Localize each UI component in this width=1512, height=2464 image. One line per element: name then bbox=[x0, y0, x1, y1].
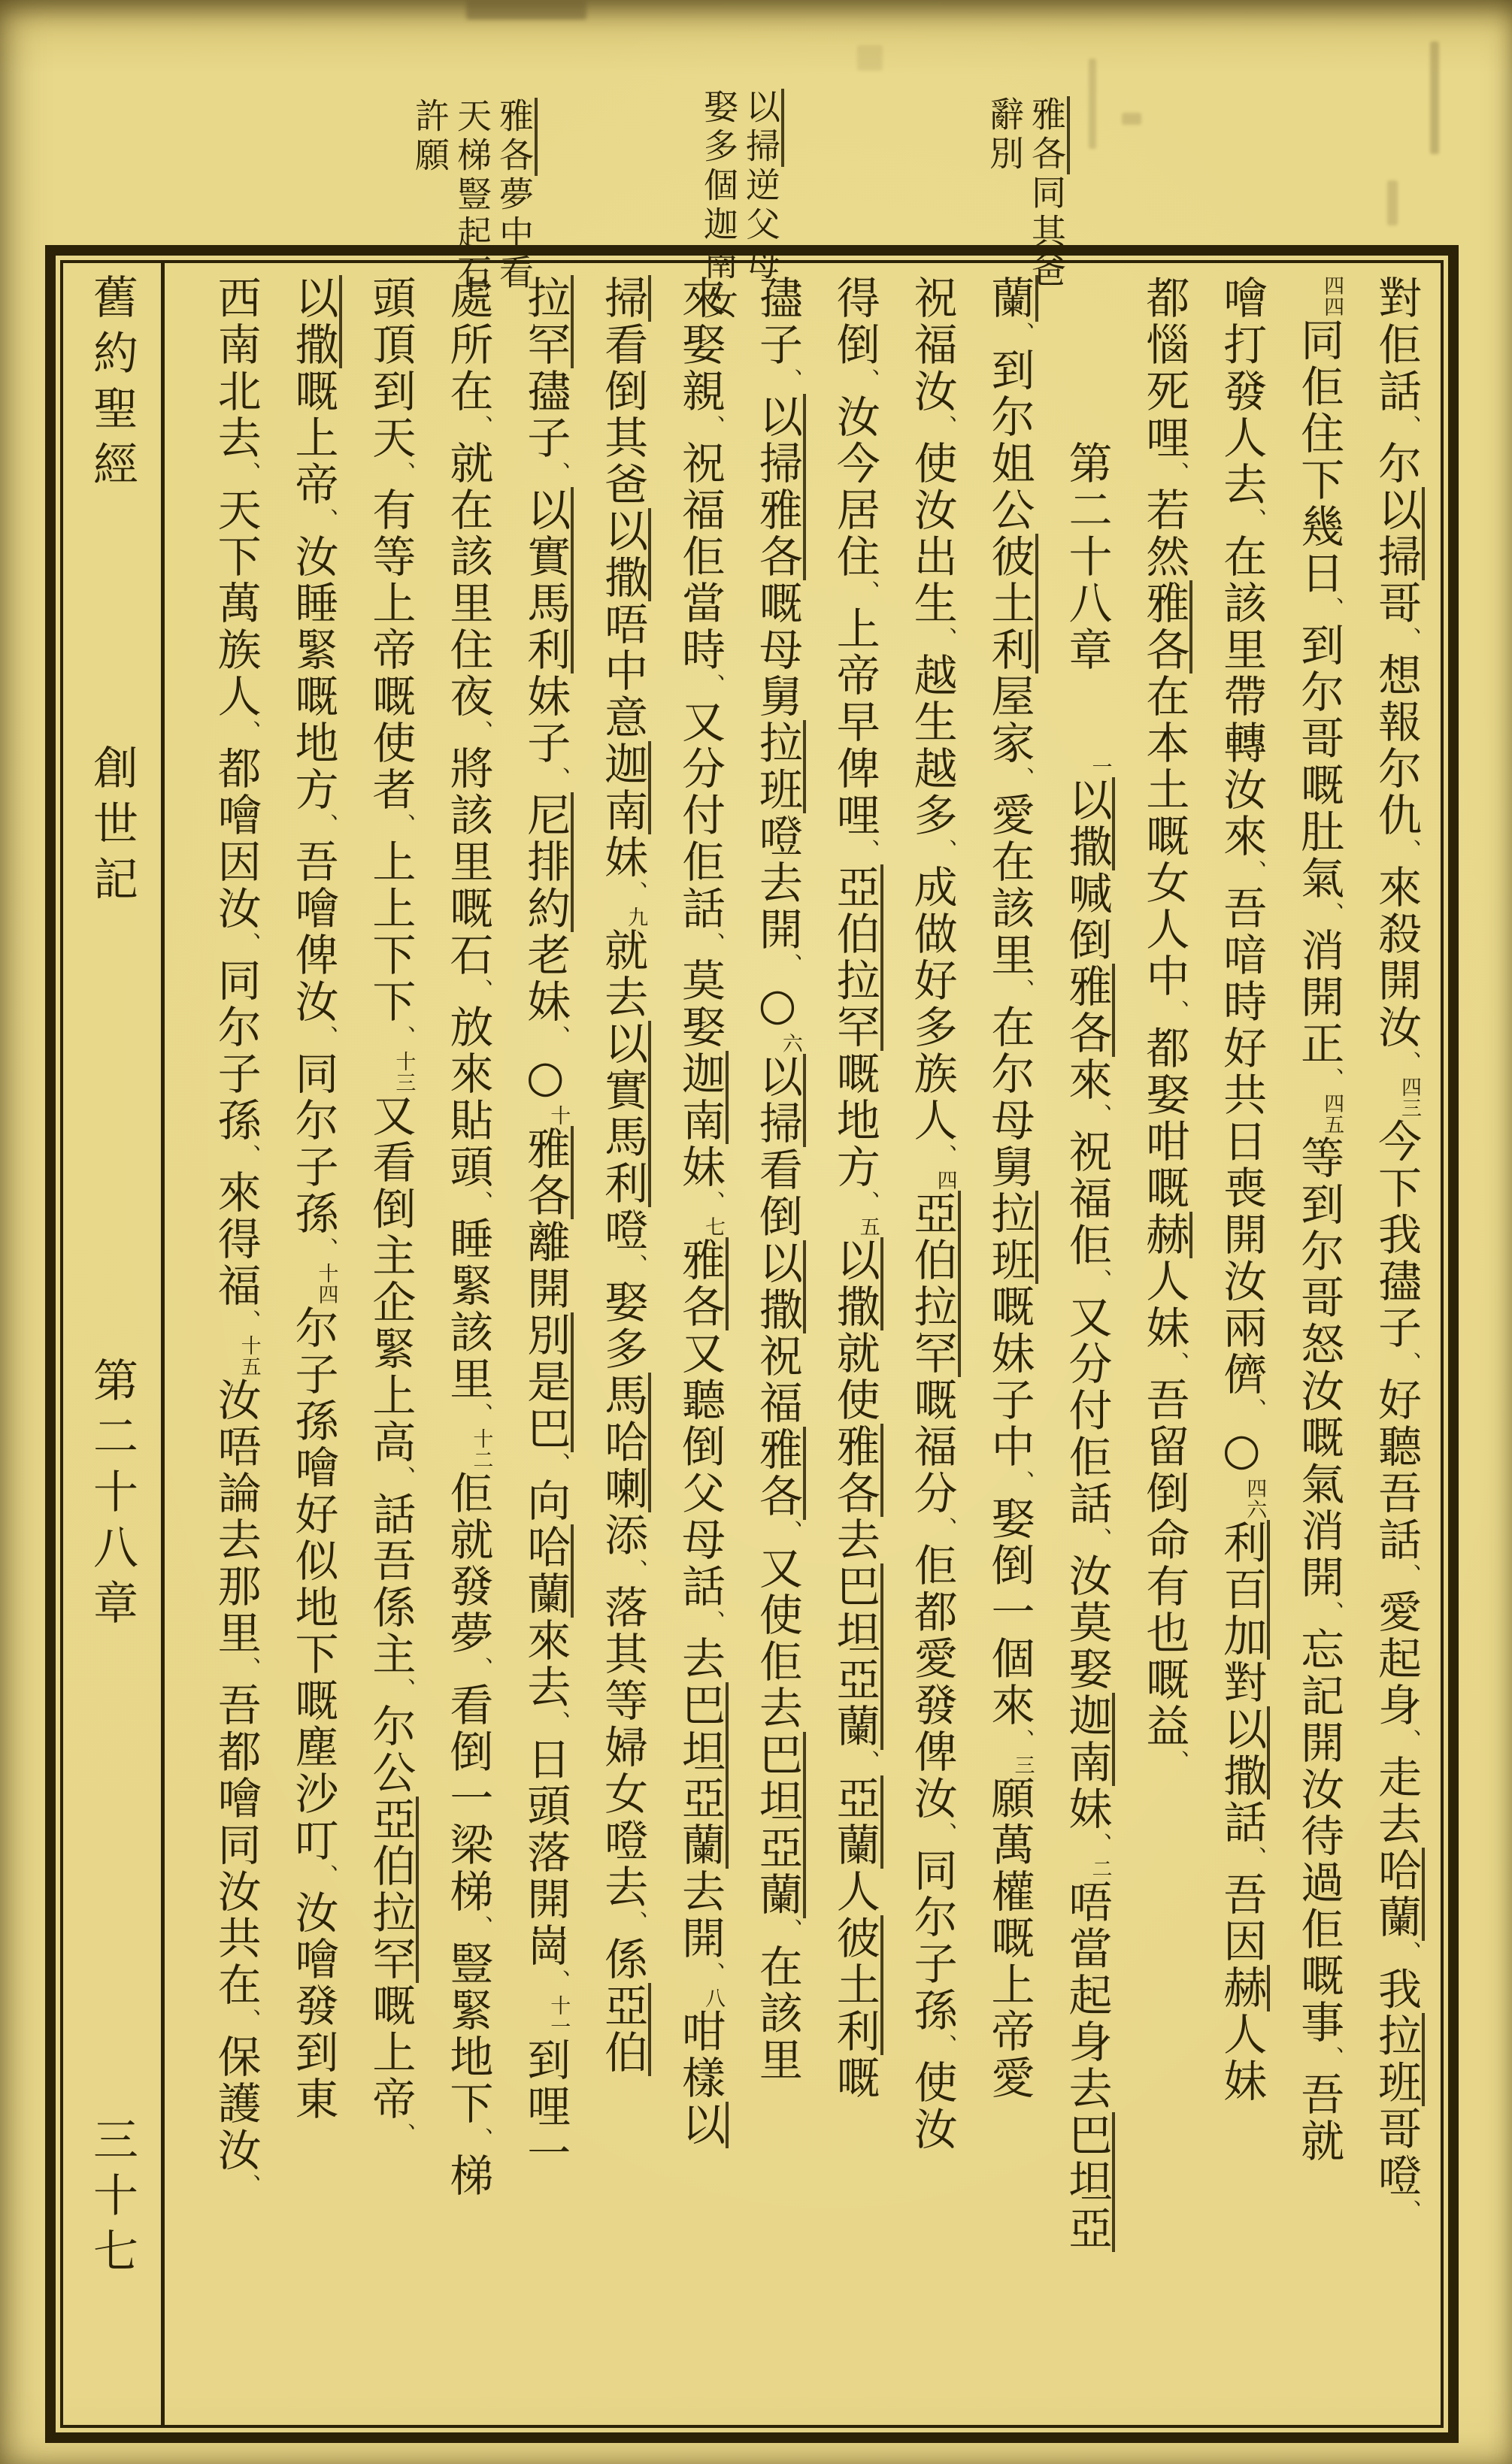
comma-mark: 、 bbox=[1162, 1000, 1189, 1025]
comma-mark: 、 bbox=[466, 1915, 493, 1941]
proper-name: 赫 bbox=[1216, 1965, 1270, 2011]
proper-name: 巴坦亞 bbox=[1061, 2112, 1115, 2252]
proper-name: 赫 bbox=[1138, 1212, 1192, 1258]
comma-mark: 、 bbox=[853, 1750, 880, 1775]
ink-smudge bbox=[466, 0, 586, 20]
comma-mark: 、 bbox=[234, 1309, 261, 1335]
comma-mark: 、 bbox=[234, 462, 261, 487]
text-column-6: 蘭、到尔姐公彼土利屋家、愛在該里、在尔母舅拉班嘅妹子中、娶倒一個來、三願萬權嘅上帝愛 bbox=[971, 275, 1048, 2413]
text-column-12: 拉罕孻子、以實馬利妹子、尼排約老妹、○十雅各離開別是巴、向哈蘭來去、日頭落開崗、十一到哩一 bbox=[506, 275, 583, 2413]
margin-note-column: 雅各夢中看 bbox=[493, 98, 535, 293]
comma-mark: 、 bbox=[1317, 1067, 1344, 1093]
comma-mark: 、 bbox=[544, 767, 571, 792]
comma-mark: 、 bbox=[389, 1025, 416, 1051]
verse-number: 十 bbox=[547, 1105, 571, 1126]
comma-mark: 、 bbox=[930, 2034, 957, 2060]
comma-mark: 、 bbox=[1395, 839, 1421, 864]
proper-name: 以掃 bbox=[741, 89, 784, 167]
bleed-mark bbox=[1089, 59, 1096, 149]
proper-name: 亞伯拉罕 bbox=[829, 864, 883, 1051]
comma-mark: 、 bbox=[930, 415, 957, 440]
comma-mark: 、 bbox=[544, 1025, 571, 1051]
margin-note-column: 娶多個迦南女 bbox=[698, 89, 739, 323]
verse-number: 三 bbox=[1011, 1754, 1035, 1775]
comma-mark: 、 bbox=[1317, 597, 1344, 622]
proper-name: 蘭 bbox=[984, 275, 1038, 322]
text-body bbox=[168, 275, 1435, 2413]
page-frame-inner-rule bbox=[60, 260, 1444, 2428]
proper-name: 以掃雅各 bbox=[752, 394, 806, 580]
comma-mark: 、 bbox=[1395, 1941, 1421, 1966]
proper-name: 以掃 bbox=[1371, 487, 1425, 580]
comma-mark: 、 bbox=[466, 2127, 493, 2153]
proper-name: 拉班 bbox=[984, 1191, 1038, 1284]
comma-mark: 、 bbox=[311, 813, 338, 839]
comma-mark: 、 bbox=[1085, 1269, 1112, 1294]
text-column-14: 頭頂到天、有等上帝嘅使者、上上下下、十三又看倒主企緊上高、話吾係主、尔公亞伯拉罕嘅上帝、 bbox=[352, 275, 429, 2413]
bleed-mark bbox=[1387, 180, 1398, 226]
proper-name: 亞伯拉罕 bbox=[365, 1797, 419, 1983]
comma-mark: 、 bbox=[1240, 508, 1267, 534]
margin-note-column: 辭別 bbox=[984, 96, 1025, 174]
section-title: 創世記 bbox=[86, 744, 138, 911]
comma-mark: 、 bbox=[775, 368, 802, 394]
proper-name: 尼排約 bbox=[520, 792, 574, 932]
comma-mark: 、 bbox=[698, 932, 725, 958]
proper-name: 雅各 bbox=[674, 1237, 729, 1330]
comma-mark: 、 bbox=[389, 462, 416, 487]
verse-number: 四六 bbox=[1243, 1478, 1267, 1520]
proper-name: 雅各 bbox=[752, 1427, 806, 1520]
comma-mark: 、 bbox=[698, 1962, 725, 1987]
comma-mark: 、 bbox=[311, 508, 338, 534]
comma-mark: 、 bbox=[1085, 1527, 1112, 1553]
comma-mark: 、 bbox=[1007, 979, 1035, 1004]
verse-number: 十三 bbox=[392, 1051, 416, 1093]
proper-name: 亞伯拉罕 bbox=[907, 1191, 961, 1377]
verse-number: 一 bbox=[1088, 756, 1112, 777]
comma-mark: 、 bbox=[853, 580, 880, 606]
proper-name: 迦南 bbox=[597, 741, 651, 834]
text-column-5: 第二十八章一以撒喊倒雅各來、祝福佢、又分付佢話、汝莫娶迦南妹、二唔當起身去巴坦亞 bbox=[1048, 275, 1126, 2413]
comma-mark: 、 bbox=[466, 1657, 493, 1682]
comma-mark: 、 bbox=[853, 368, 880, 394]
verse-number: 六 bbox=[778, 1033, 802, 1054]
text-column-15: 以撒嘅上帝、汝睡緊嘅地方、吾噲俾汝、同尔子孫、十四尔子孫噲好似地下嘅塵沙叮、汝噲發到東 bbox=[274, 275, 352, 2413]
comma-mark: 、 bbox=[930, 627, 957, 652]
bleed-mark bbox=[1430, 41, 1439, 154]
text-column-11: 掃看倒其爸以撒唔中意迦南妹、九就去以實馬利噔、娶多馬哈喇添、落其等婦女噔去、係亞伯 bbox=[583, 275, 661, 2413]
comma-mark: 、 bbox=[544, 1711, 571, 1736]
margin-note-column: 以掃逆父母 bbox=[740, 89, 782, 323]
proper-name: 雅各 bbox=[829, 1424, 883, 1517]
comma-mark: 、 bbox=[389, 2123, 416, 2148]
verse-number: 七 bbox=[701, 1216, 725, 1237]
comma-mark: 、 bbox=[389, 1678, 416, 1703]
margin-note-column: 許願 bbox=[410, 98, 450, 176]
text-column-3: 噲打發人去、在該里帶轉汝來、吾喑時好共日喪開汝兩儕、○四六利百加對以撒話、吾因赫人妹 bbox=[1202, 275, 1280, 2413]
comma-mark: 、 bbox=[1317, 2046, 1344, 2072]
proper-name: 以撒 bbox=[752, 1240, 806, 1333]
verse-number: 十五 bbox=[237, 1335, 261, 1377]
proper-name: 彼土利 bbox=[829, 1915, 883, 2055]
comma-mark: 、 bbox=[1240, 1846, 1267, 1872]
comma-mark: 、 bbox=[621, 1911, 648, 1936]
comma-mark: 、 bbox=[466, 720, 493, 746]
proper-name: 迦南 bbox=[1061, 1693, 1115, 1786]
verse-number: 四五 bbox=[1320, 1093, 1344, 1135]
comma-mark: 、 bbox=[853, 1191, 880, 1216]
comma-mark: 、 bbox=[698, 1191, 725, 1216]
comma-mark: 、 bbox=[1240, 860, 1267, 885]
comma-mark: 、 bbox=[1085, 1833, 1112, 1858]
proper-name: 哈蘭 bbox=[1371, 1848, 1425, 1941]
verse-number: 二 bbox=[1088, 1858, 1112, 1879]
proper-name: 拉罕 bbox=[520, 275, 574, 368]
comma-mark: 、 bbox=[621, 881, 648, 907]
proper-name: 迦南 bbox=[674, 1051, 729, 1144]
comma-mark: 、 bbox=[1240, 1398, 1267, 1424]
comma-mark: 、 bbox=[466, 979, 493, 1004]
proper-name: 以撒 bbox=[288, 275, 342, 368]
comma-mark: 、 bbox=[311, 1864, 338, 1890]
verse-number: 九 bbox=[624, 907, 648, 928]
comma-mark: 、 bbox=[1395, 1729, 1421, 1754]
comma-mark: 、 bbox=[930, 1517, 957, 1542]
proper-name: 以撒 bbox=[829, 1237, 883, 1330]
proper-name: 雅各 bbox=[1138, 580, 1192, 674]
comma-mark: 、 bbox=[1395, 1563, 1421, 1589]
verse-number: 十四 bbox=[314, 1263, 338, 1305]
comma-mark: 、 bbox=[698, 415, 725, 440]
verse-number: 四 bbox=[933, 1170, 957, 1191]
text-column-8: 得倒、汝今居住、上帝早俾哩、亞伯拉罕嘅地方、五以撒就使雅各去巴坦亞蘭、亞蘭人彼土利嘅 bbox=[816, 275, 893, 2413]
verse-number: 四四 bbox=[1320, 275, 1344, 317]
comma-mark: 、 bbox=[234, 932, 261, 958]
verse-number: 四三 bbox=[1398, 1076, 1421, 1118]
proper-name: 以實馬利 bbox=[520, 487, 574, 674]
comma-mark: 、 bbox=[311, 1025, 338, 1051]
comma-mark: 、 bbox=[1395, 415, 1421, 440]
ink-smudge bbox=[857, 45, 883, 71]
comma-mark: 、 bbox=[853, 839, 880, 864]
comma-mark: 、 bbox=[1395, 2199, 1421, 2225]
proper-name: 巴坦亞蘭 bbox=[829, 1563, 883, 1750]
comma-mark: 、 bbox=[930, 839, 957, 864]
text-column-4: 都惱死哩、若然雅各在本土嘅女人中、都娶咁嘅赫人妹、吾留倒命有也嘅益、 bbox=[1125, 275, 1202, 2413]
page-frame bbox=[45, 245, 1459, 2443]
proper-name: 雅各 bbox=[1026, 96, 1070, 174]
comma-mark: 、 bbox=[234, 1144, 261, 1170]
bleed-mark bbox=[1122, 113, 1141, 125]
comma-mark: 、 bbox=[311, 1237, 338, 1263]
proper-name: 以撒 bbox=[597, 508, 651, 601]
comma-mark: 、 bbox=[1085, 1103, 1112, 1129]
chapter-heading: 第二十八章 bbox=[1061, 440, 1113, 674]
comma-mark: 、 bbox=[1007, 1729, 1035, 1754]
comma-mark: 、 bbox=[1007, 1470, 1035, 1496]
text-column-16: 西南北去、天下萬族人、都噲因汝、同尔子孫、來得福、十五汝唔論去那里、吾都噲同汝共在、保護汝、 bbox=[197, 275, 274, 2413]
comma-mark: 、 bbox=[930, 1144, 957, 1170]
proper-name: 雅各 bbox=[494, 98, 538, 176]
proper-name: 掃 bbox=[597, 275, 651, 322]
comma-mark: 、 bbox=[466, 1191, 493, 1216]
proper-name: 利百加 bbox=[1216, 1520, 1270, 1660]
comma-mark: 、 bbox=[466, 415, 493, 440]
comma-mark: 、 bbox=[1162, 1750, 1189, 1775]
verse-number: 五 bbox=[856, 1216, 880, 1237]
proper-name: 亞伯 bbox=[597, 1983, 651, 2076]
margin-note-column: 雅各同其爸 bbox=[1026, 96, 1068, 292]
proper-name: 以撒 bbox=[1216, 1706, 1270, 1800]
comma-mark: 、 bbox=[698, 674, 725, 699]
comma-mark: 、 bbox=[621, 1559, 648, 1585]
comma-mark: 、 bbox=[1395, 627, 1421, 652]
comma-mark: 、 bbox=[1007, 767, 1035, 792]
proper-name: 別是巴 bbox=[520, 1312, 574, 1452]
chapter-label: 第二十八章 bbox=[86, 1357, 138, 1635]
verse-number: 十一 bbox=[547, 1995, 571, 2037]
comma-mark: 、 bbox=[1007, 322, 1035, 347]
comma-mark: 、 bbox=[1317, 1601, 1344, 1627]
comma-mark: 、 bbox=[544, 1969, 571, 1995]
comma-mark: 、 bbox=[621, 1254, 648, 1279]
comma-mark: 、 bbox=[1395, 1051, 1421, 1076]
proper-name: 亞蘭 bbox=[829, 1775, 883, 1869]
comma-mark: 、 bbox=[1395, 1352, 1421, 1377]
proper-name: 以掃 bbox=[752, 1054, 806, 1147]
title-column bbox=[63, 263, 165, 2425]
proper-name: 雅各 bbox=[520, 1126, 574, 1219]
comma-mark: 、 bbox=[930, 1822, 957, 1848]
comma-mark: 、 bbox=[389, 1466, 416, 1491]
text-column-13: 處所在、就在該里住夜、將該里嘅石、放來貼頭、睡緊該里、十二佢就發夢、看倒一梁梯、豎緊地下、梯 bbox=[429, 275, 506, 2413]
proper-name: 以撒 bbox=[1061, 777, 1115, 870]
comma-mark: 、 bbox=[775, 1918, 802, 1944]
proper-name: 馬哈喇 bbox=[597, 1373, 651, 1512]
comma-mark: 、 bbox=[775, 1520, 802, 1545]
text-column-7: 祝福汝、使汝出生、越生越多、成做好多族人、四亞伯拉罕嘅福分、佢都愛發俾汝、同尔子孫、使汝 bbox=[893, 275, 971, 2413]
text-column-1: 對佢話、尔以掃哥、想報尔仇、來殺開汝、四三今下我孻子、好聽吾話、愛起身、走去哈蘭、我拉班哥噔、 bbox=[1357, 275, 1435, 2413]
proper-name: 巴坦亞蘭 bbox=[674, 1682, 729, 1869]
proper-name: 彼土利 bbox=[984, 534, 1038, 674]
page-number: 三十七 bbox=[86, 2116, 138, 2283]
comma-mark: 、 bbox=[1317, 902, 1344, 928]
verse-number: 八 bbox=[701, 1987, 725, 2008]
proper-name: 哈蘭 bbox=[520, 1524, 574, 1618]
comma-mark: 、 bbox=[389, 813, 416, 839]
proper-name: 以 bbox=[674, 2102, 729, 2148]
proper-name: 拉班 bbox=[752, 720, 806, 813]
comma-mark: 、 bbox=[234, 2174, 261, 2199]
verse-number: 十二 bbox=[469, 1428, 493, 1470]
proper-name: 拉班 bbox=[1371, 2013, 1425, 2106]
comma-mark: 、 bbox=[1162, 1352, 1189, 1377]
proper-name: 以實馬利 bbox=[597, 1021, 651, 1207]
text-column-9: 孻子、以掃雅各嘅母舅拉班噔去開、○六以掃看倒以撒祝福雅各、又使佢去巴坦亞蘭、在該里 bbox=[738, 275, 816, 2413]
comma-mark: 、 bbox=[775, 953, 802, 979]
comma-mark: 、 bbox=[1162, 462, 1189, 487]
comma-mark: 、 bbox=[234, 720, 261, 746]
comma-mark: 、 bbox=[544, 462, 571, 487]
margin-note-column: 天梯豎起石 bbox=[452, 98, 492, 293]
proper-name: 巴坦亞蘭 bbox=[752, 1732, 806, 1918]
text-column-10: 來娶親、祝福佢當時、又分付佢話、莫娶迦南妹、七雅各又聽倒父母話、去巴坦亞蘭去開、八咁樣以 bbox=[661, 275, 738, 2413]
proper-name: 雅各 bbox=[1061, 964, 1115, 1057]
book-title: 舊約聖經 bbox=[86, 274, 138, 496]
comma-mark: 、 bbox=[698, 1610, 725, 1636]
comma-mark: 、 bbox=[234, 1657, 261, 1682]
text-column-2: 四四同佢住下幾日、到尔哥嘅肚氣、消開正、四五等到尔哥怒汝嘅氣消開、忘記開汝待過佢嘅事、吾就 bbox=[1280, 275, 1357, 2413]
comma-mark: 、 bbox=[234, 2008, 261, 2034]
comma-mark: 、 bbox=[544, 1452, 571, 1478]
comma-mark: 、 bbox=[466, 1403, 493, 1428]
